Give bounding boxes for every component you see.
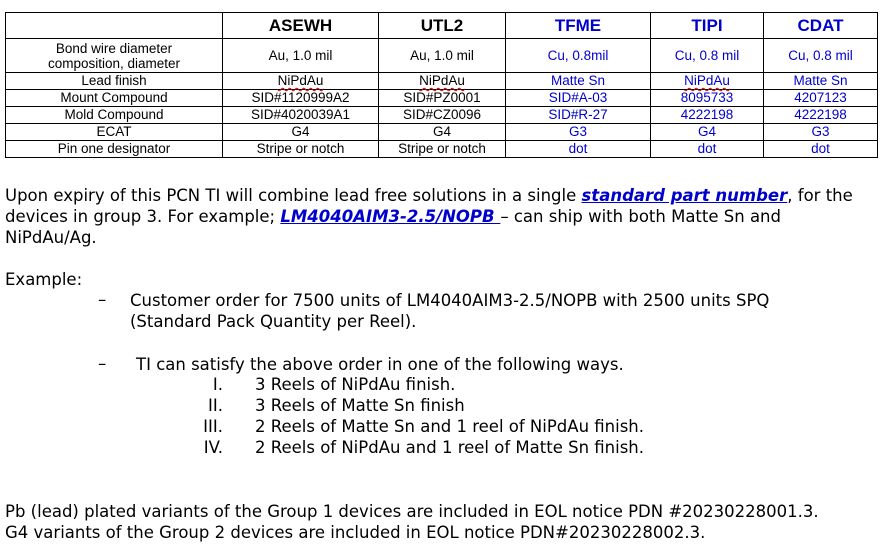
way-text: 3 Reels of NiPdAu finish. bbox=[255, 375, 456, 394]
table-cell: Cu, 0.8mil bbox=[506, 39, 651, 73]
header-cell-utl2: UTL2 bbox=[379, 13, 506, 39]
row-label: Mold Compound bbox=[6, 107, 223, 124]
way-text: 3 Reels of Matte Sn finish bbox=[255, 396, 465, 415]
intro-text-mid: , for the devices in group 3. For example; bbox=[5, 186, 853, 226]
row-label: Mount Compound bbox=[6, 90, 223, 107]
spec-table bbox=[5, 12, 878, 158]
bullet-ti-satisfy: TI can satisfy the above order in one of the following ways. bbox=[136, 355, 624, 374]
table-cell: G3 bbox=[506, 124, 651, 141]
table-cell: Cu, 0.8 mil bbox=[651, 39, 764, 73]
part-number-link[interactable]: LM4040AIM3-2.5/NOPB bbox=[280, 207, 501, 226]
header-cell-asewh: ASEWH bbox=[223, 13, 379, 39]
table-row bbox=[6, 107, 878, 124]
table-header-row bbox=[6, 13, 878, 39]
way-text: 2 Reels of NiPdAu and 1 reel of Matte Sn finish. bbox=[255, 438, 645, 457]
header-cell-tipi: TIPI bbox=[651, 13, 764, 39]
header-cell-empty bbox=[6, 13, 223, 39]
footer-line-group1: Pb (lead) plated variants of the Group 1 devices are included in EOL notice PDN #20230228001.3. bbox=[5, 502, 819, 521]
table-cell bbox=[379, 73, 506, 90]
table-cell: G4 bbox=[379, 124, 506, 141]
table-cell: dot bbox=[651, 141, 764, 158]
table-cell: G4 bbox=[223, 124, 379, 141]
table-cell: Stripe or notch bbox=[379, 141, 506, 158]
table-cell: Matte Sn bbox=[764, 73, 878, 90]
bullet-dash: – bbox=[98, 354, 107, 373]
way-number: III. bbox=[203, 417, 223, 436]
table-row bbox=[6, 39, 878, 73]
standard-part-number-link[interactable]: standard part number bbox=[581, 186, 788, 205]
table-cell: SID#4020039A1 bbox=[223, 107, 379, 124]
header-cell-tfme: TFME bbox=[506, 13, 651, 39]
spellcheck-text: NiPdAu bbox=[419, 73, 465, 88]
bullet-dash: – bbox=[98, 290, 107, 309]
header-cell-cdat: CDAT bbox=[764, 13, 878, 39]
table-cell: Matte Sn bbox=[506, 73, 651, 90]
row-label: Bond wire diameter composition, diameter bbox=[6, 39, 223, 73]
spellcheck-text: NiPdAu bbox=[277, 73, 324, 88]
way-number: II. bbox=[208, 396, 223, 415]
table-cell: SID#CZ0096 bbox=[379, 107, 506, 124]
spellcheck-text: NiPdAu bbox=[684, 73, 730, 88]
bullet-customer-order: Customer order for 7500 units of LM4040AIM3-2.5/NOPB with 2500 units SPQ (Standard Pack Quantity per Reel). bbox=[130, 291, 770, 331]
way-number: I. bbox=[212, 375, 223, 394]
table-cell: 4207123 bbox=[764, 90, 878, 107]
table-cell: Cu, 0.8 mil bbox=[764, 39, 878, 73]
way-text: 2 Reels of Matte Sn and 1 reel of NiPdAu finish. bbox=[255, 417, 645, 436]
table-cell bbox=[223, 73, 379, 90]
table-cell bbox=[651, 73, 764, 90]
table-cell: Stripe or notch bbox=[223, 141, 379, 158]
table-cell: 4222198 bbox=[764, 107, 878, 124]
table-row bbox=[6, 73, 878, 90]
table-cell: 8095733 bbox=[651, 90, 764, 107]
table-cell: dot bbox=[764, 141, 878, 158]
way-number: IV. bbox=[203, 438, 223, 457]
table-cell: Au, 1.0 mil bbox=[223, 39, 379, 73]
table-cell: G3 bbox=[764, 124, 878, 141]
intro-paragraph bbox=[5, 185, 877, 248]
row-label: Pin one designator bbox=[6, 141, 223, 158]
table-cell: SID#R-27 bbox=[506, 107, 651, 124]
table-row bbox=[6, 90, 878, 107]
table-cell: dot bbox=[506, 141, 651, 158]
intro-text-end: – can ship with both Matte Sn and NiPdAu/Ag. bbox=[5, 207, 781, 247]
example-label: Example: bbox=[5, 270, 83, 289]
intro-text: Upon expiry of this PCN TI will combine lead free solutions in a single bbox=[5, 186, 582, 205]
table-row bbox=[6, 124, 878, 141]
row-label: ECAT bbox=[6, 124, 223, 141]
table-cell: G4 bbox=[651, 124, 764, 141]
table-cell: SID#PZ0001 bbox=[379, 90, 506, 107]
table-cell: Au, 1.0 mil bbox=[379, 39, 506, 73]
table-cell: SID#1120999A2 bbox=[223, 90, 379, 107]
row-label: Lead finish bbox=[6, 73, 223, 90]
table-cell: SID#A-03 bbox=[506, 90, 651, 107]
table-cell: 4222198 bbox=[651, 107, 764, 124]
table-row bbox=[6, 141, 878, 158]
footer-line-group2: G4 variants of the Group 2 devices are included in EOL notice PDN#20230228002.3. bbox=[5, 523, 706, 542]
